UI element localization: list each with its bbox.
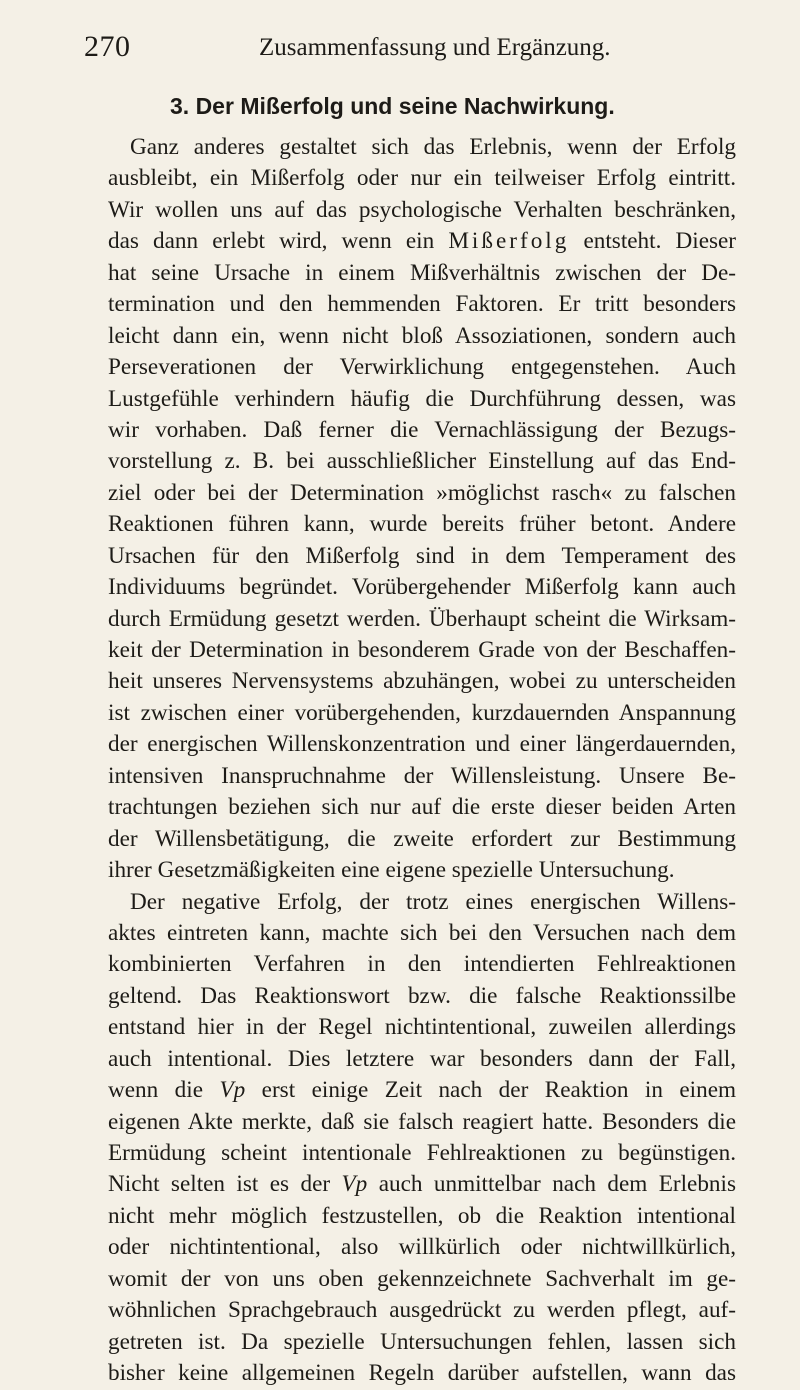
- text-line: hat seine Ursache in einem Mißverhältnis zwischen der De-: [108, 259, 736, 286]
- text-line: ihrer Gesetzmäßigkeiten eine eigene spezielle Untersuchung.: [108, 857, 675, 884]
- text-line: kombinierten Verfahren in den intendierten Fehlreaktionen: [108, 951, 736, 978]
- text-line: nicht mehr möglich festzustellen, ob die Reaktion intentional: [108, 1202, 736, 1229]
- text-line: intensiven Inanspruchnahme der Willensleistung. Unsere Be-: [108, 762, 736, 789]
- text-line: Perseverationen der Verwirklichung entgegenstehen. Auch: [108, 354, 736, 381]
- body-text: [108, 132, 736, 1390]
- vp-abbreviation: Vp: [341, 1171, 368, 1198]
- text-line: Der negative Erfolg, der trotz eines energischen Willens-: [130, 888, 736, 915]
- text-line: [108, 226, 736, 257]
- text-fragment: das dann erlebt wird, wenn ein: [108, 228, 435, 255]
- text-line: Ursachen für den Mißerfolg sind in dem Temperament des: [108, 542, 736, 569]
- text-line: termination und den hemmenden Faktoren. Er tritt besonders: [108, 291, 736, 318]
- text-line: Wir wollen uns auf das psychologische Verhalten beschränken,: [108, 196, 736, 223]
- spaced-emphasis: Mißerfolg: [448, 228, 570, 255]
- text-line: vorstellung z. B. bei ausschließlicher Einstellung auf das End-: [108, 448, 736, 475]
- vp-abbreviation: Vp: [219, 1077, 246, 1104]
- text-fragment: erst einige Zeit nach der Reaktion in einem: [261, 1077, 737, 1104]
- text-line: bisher keine allgemeinen Regeln darüber aufstellen, wann das: [108, 1360, 736, 1387]
- text-line: heit unseres Nervensystems abzuhängen, wobei zu unterscheiden: [108, 668, 736, 695]
- text-line: Reaktionen führen kann, wurde bereits früher betont. Andere: [108, 511, 736, 538]
- text-line: der Willensbetätigung, die zweite erfordert zur Bestimmung: [108, 825, 736, 852]
- page-number: 270: [84, 30, 131, 63]
- running-header: [84, 30, 740, 70]
- text-line: keit der Determination in besonderem Grade von der Beschaffen-: [108, 637, 736, 663]
- text-line: entstand hier in der Regel nichtintentional, zuweilen allerdings: [108, 1014, 736, 1041]
- text-line: trachtungen beziehen sich nur auf die erste dieser beiden Arten: [108, 794, 736, 821]
- text-line: ausbleibt, ein Mißerfolg oder nur ein teilweiser Erfolg eintritt.: [108, 165, 736, 192]
- text-line: auch intentional. Dies letztere war besonders dann der Fall,: [108, 1045, 736, 1072]
- text-line: oder nichtintentional, also willkürlich oder nichtwillkürlich,: [108, 1234, 736, 1261]
- text-line: wir vorhaben. Daß ferner die Vernachlässigung der Bezugs-: [108, 416, 736, 443]
- text-line: durch Ermüdung gesetzt werden. Überhaupt scheint die Wirksam-: [108, 605, 736, 632]
- text-line: getreten ist. Da spezielle Untersuchungen fehlen, lassen sich: [108, 1328, 736, 1355]
- text-line: leicht dann ein, wenn nicht bloß Assoziationen, sondern auch: [108, 322, 736, 349]
- text-line: aktes eintreten kann, machte sich bei den Versuchen nach dem: [108, 919, 736, 946]
- text-line: Lustgefühle verhindern häufig die Durchführung dessen, was: [108, 385, 736, 412]
- text-line: womit der von uns oben gekennzeichnete Sachverhalt im ge-: [108, 1265, 736, 1292]
- text-line: [108, 1169, 736, 1200]
- section-heading: 3. Der Mißerfolg und seine Nachwirkung.: [170, 93, 615, 119]
- text-line: Ganz anderes gestaltet sich das Erlebnis, wenn der Erfolg: [130, 134, 736, 160]
- text-fragment: Nicht selten ist es der: [108, 1171, 331, 1198]
- text-line: Individuums begründet. Vorübergehender Mißerfolg kann auch: [108, 574, 736, 601]
- text-fragment: auch unmittelbar nach dem Erlebnis: [378, 1171, 736, 1198]
- text-line: Ermüdung scheint intentionale Fehlreaktionen zu begünstigen.: [108, 1140, 736, 1166]
- text-line: ist zwischen einer vorübergehenden, kurzdauernden Anspannung: [108, 699, 736, 726]
- text-line: wöhnlichen Sprachgebrauch ausgedrückt zu werden pflegt, auf-: [108, 1297, 736, 1324]
- text-line: geltend. Das Reaktionswort bzw. die falsche Reaktionssilbe: [108, 982, 736, 1009]
- text-fragment: wenn die: [108, 1077, 203, 1104]
- text-line: eigenen Akte merkte, daß sie falsch reagiert hatte. Besonders die: [108, 1108, 736, 1135]
- text-line: [108, 1075, 736, 1106]
- text-line: der energischen Willenskonzentration und einer längerdauernden,: [108, 731, 736, 758]
- running-title: Zusammenfassung und Ergänzung.: [259, 34, 611, 61]
- text-line: ziel oder bei der Determination »möglichst rasch« zu falschen: [108, 479, 736, 506]
- text-fragment: entsteht. Dieser: [583, 228, 737, 255]
